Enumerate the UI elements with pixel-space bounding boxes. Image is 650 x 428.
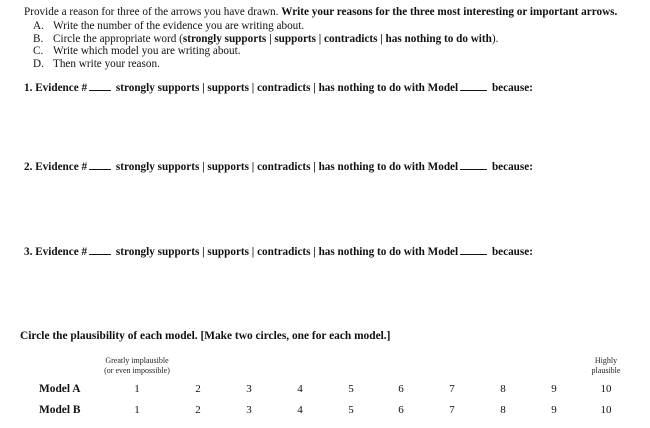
relation-options[interactable]: strongly supports | supports | contradicts | has nothing to do with Model: [115, 161, 459, 173]
model-a-option-4[interactable]: 4: [297, 383, 303, 395]
model-b-option-7[interactable]: 7: [449, 404, 455, 416]
model-blank[interactable]: [460, 244, 487, 255]
plausibility-title: Circle the plausibility of each model. [Make two circles, one for each model.]: [20, 330, 391, 342]
evidence-item-3: [24, 244, 533, 258]
model-a-option-1[interactable]: 1: [134, 383, 140, 395]
evidence-item-1: [24, 80, 533, 94]
step-letter: B.: [33, 32, 44, 45]
model-a-option-8[interactable]: 8: [500, 383, 506, 395]
model-blank[interactable]: [460, 159, 487, 170]
model-b-option-4[interactable]: 4: [297, 404, 303, 416]
model-b-option-3[interactable]: 3: [246, 404, 252, 416]
intro-emphasis: Write your reasons for the three most interesting or important arrows.: [281, 6, 618, 18]
model-b-label: Model B: [39, 404, 81, 416]
model-a-option-9[interactable]: 9: [551, 383, 557, 395]
model-a-label: Model A: [39, 383, 81, 395]
model-b-option-8[interactable]: 8: [500, 404, 506, 416]
high-anchor-line2: plausible: [591, 365, 621, 375]
model-b-option-2[interactable]: 2: [195, 404, 201, 416]
instructions-intro: [24, 6, 617, 18]
low-anchor-line2: (or even impossible): [104, 365, 170, 375]
high-anchor-label: [584, 356, 628, 375]
model-b-option-6[interactable]: 6: [398, 404, 404, 416]
evidence-number-blank[interactable]: [89, 80, 111, 91]
high-anchor-line1: Highly: [594, 356, 618, 365]
evidence-label: 2. Evidence #: [24, 161, 88, 173]
step-letter: C.: [33, 45, 44, 58]
step-options: strongly supports | supports | contradicts | has nothing to do with: [182, 32, 492, 45]
step-b: [33, 33, 498, 46]
step-a: [33, 20, 498, 33]
model-blank[interactable]: [460, 80, 487, 91]
intro-text: Provide a reason for three of the arrows you have drawn.: [24, 6, 282, 18]
model-b-option-10[interactable]: 10: [600, 404, 612, 416]
model-b-option-1[interactable]: 1: [134, 404, 140, 416]
because-label: because:: [491, 161, 533, 173]
step-text: Write which model you are writing about.: [53, 45, 241, 58]
evidence-number-blank[interactable]: [89, 244, 111, 255]
model-a-option-5[interactable]: 5: [348, 383, 354, 395]
model-a-option-6[interactable]: 6: [398, 383, 404, 395]
evidence-item-2: [24, 159, 533, 173]
model-b-option-9[interactable]: 9: [551, 404, 557, 416]
model-a-option-2[interactable]: 2: [195, 383, 201, 395]
step-text: Write the number of the evidence you are writing about.: [53, 20, 305, 32]
because-label: because:: [491, 246, 533, 258]
because-label: because:: [491, 82, 533, 94]
relation-options[interactable]: strongly supports | supports | contradicts | has nothing to do with Model: [115, 82, 459, 94]
evidence-label: 1. Evidence #: [24, 82, 88, 94]
model-a-option-10[interactable]: 10: [600, 383, 612, 395]
relation-options[interactable]: strongly supports | supports | contradicts | has nothing to do with Model: [115, 246, 459, 258]
step-letter: D.: [33, 57, 44, 70]
model-a-option-3[interactable]: 3: [246, 383, 252, 395]
evidence-label: 3. Evidence #: [24, 246, 88, 258]
model-a-option-7[interactable]: 7: [449, 383, 455, 395]
instruction-steps: [33, 20, 498, 70]
step-d: [33, 58, 498, 71]
model-b-option-5[interactable]: 5: [348, 404, 354, 416]
step-text: Then write your reason.: [53, 57, 160, 70]
low-anchor-line1: Greatly implausible: [105, 356, 169, 365]
step-text: Circle the appropriate word (: [53, 32, 183, 45]
low-anchor-label: [100, 356, 174, 375]
evidence-number-blank[interactable]: [89, 159, 111, 170]
step-c: [33, 45, 498, 58]
step-letter: A.: [33, 20, 44, 32]
step-text-end: ).: [491, 32, 499, 45]
